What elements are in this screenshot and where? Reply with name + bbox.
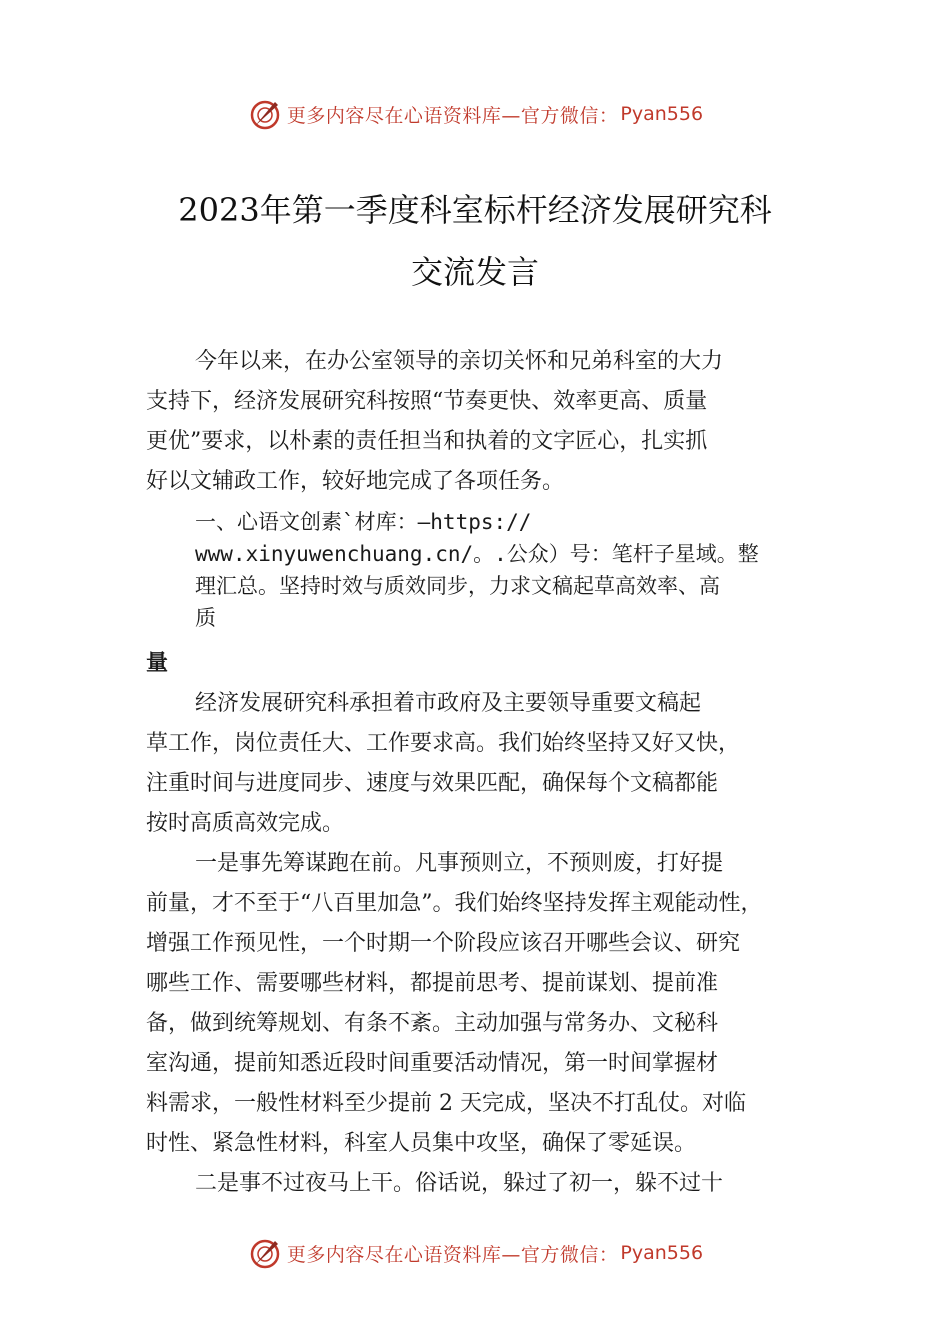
- paragraph-line: 更优”要求，以朴素的责任担当和执着的文字匠心，扎实抓: [146, 429, 708, 454]
- paragraph-line: 增强工作预见性，一个时期一个阶段应该召开哪些会议、研究: [146, 931, 741, 956]
- section-heading-continuation: 量: [146, 651, 169, 676]
- wechat-id: Pyan556: [620, 103, 704, 125]
- banner-text: 更多内容尽在心语资料库—官方微信：: [286, 1243, 619, 1266]
- section-heading-line: www.xinyuwenchuang.cn/。.公众）号：笔杆子星域。整: [195, 542, 759, 566]
- header-banner: [0, 92, 950, 136]
- document-title-line1: 2023年第一季度科室标杆经济发展研究科: [178, 191, 772, 229]
- section-heading-line: 一、心语文创素`材库：—https://: [195, 510, 532, 534]
- paragraph-line: 好以文辅政工作，较好地完成了各项任务。: [146, 469, 565, 494]
- banner-text: 更多内容尽在心语资料库—官方微信：: [286, 104, 619, 127]
- paragraph-line: 二是事不过夜马上干。俗话说，躲过了初一，躲不过十: [195, 1171, 724, 1196]
- paragraph-line: 今年以来，在办公室领导的亲切关怀和兄弟科室的大力: [195, 349, 724, 374]
- paragraph-line: 经济发展研究科承担着市政府及主要领导重要文稿起: [195, 691, 702, 716]
- section-heading-line: 理汇总。坚持时效与质效同步，力求文稿起草高效率、高: [195, 574, 720, 598]
- wechat-id: Pyan556: [620, 1242, 704, 1264]
- paragraph-line: 室沟通，提前知悉近段时间重要活动情况，第一时间掌握材: [146, 1051, 719, 1076]
- paragraph-line: 前量，才不至于“八百里加急”。我们始终坚持发挥主观能动性，: [146, 891, 763, 916]
- paragraph-line: 哪些工作、需要哪些材料，都提前思考、提前谋划、提前准: [146, 971, 719, 996]
- paragraph-line: 备，做到统筹规划、有条不紊。主动加强与常务办、文秘科: [146, 1011, 719, 1036]
- document-title-line2: 交流发言: [410, 253, 539, 291]
- footer-banner: [0, 1231, 950, 1275]
- quill-logo-icon: [247, 1235, 283, 1271]
- paragraph-line: 一是事先筹谋跑在前。凡事预则立，不预则废，打好提: [195, 851, 724, 876]
- paragraph-line: 草工作，岗位责任大、工作要求高。我们始终坚持又好又快，: [146, 731, 741, 756]
- paragraph-line: 时性、紧急性材料，科室人员集中攻坚，确保了零延误。: [146, 1131, 697, 1156]
- paragraph-line: 注重时间与进度同步、速度与效果匹配，确保每个文稿都能: [146, 771, 719, 796]
- section-heading-line: 质: [195, 606, 216, 630]
- paragraph-line: 支持下，经济发展研究科按照“节奏更快、效率更高、质量: [146, 389, 708, 414]
- paragraph-line: 料需求，一般性材料至少提前 2 天完成，坚决不打乱仗。对临: [146, 1091, 746, 1116]
- quill-logo-icon: [247, 96, 283, 132]
- paragraph-line: 按时高质高效完成。: [146, 811, 345, 836]
